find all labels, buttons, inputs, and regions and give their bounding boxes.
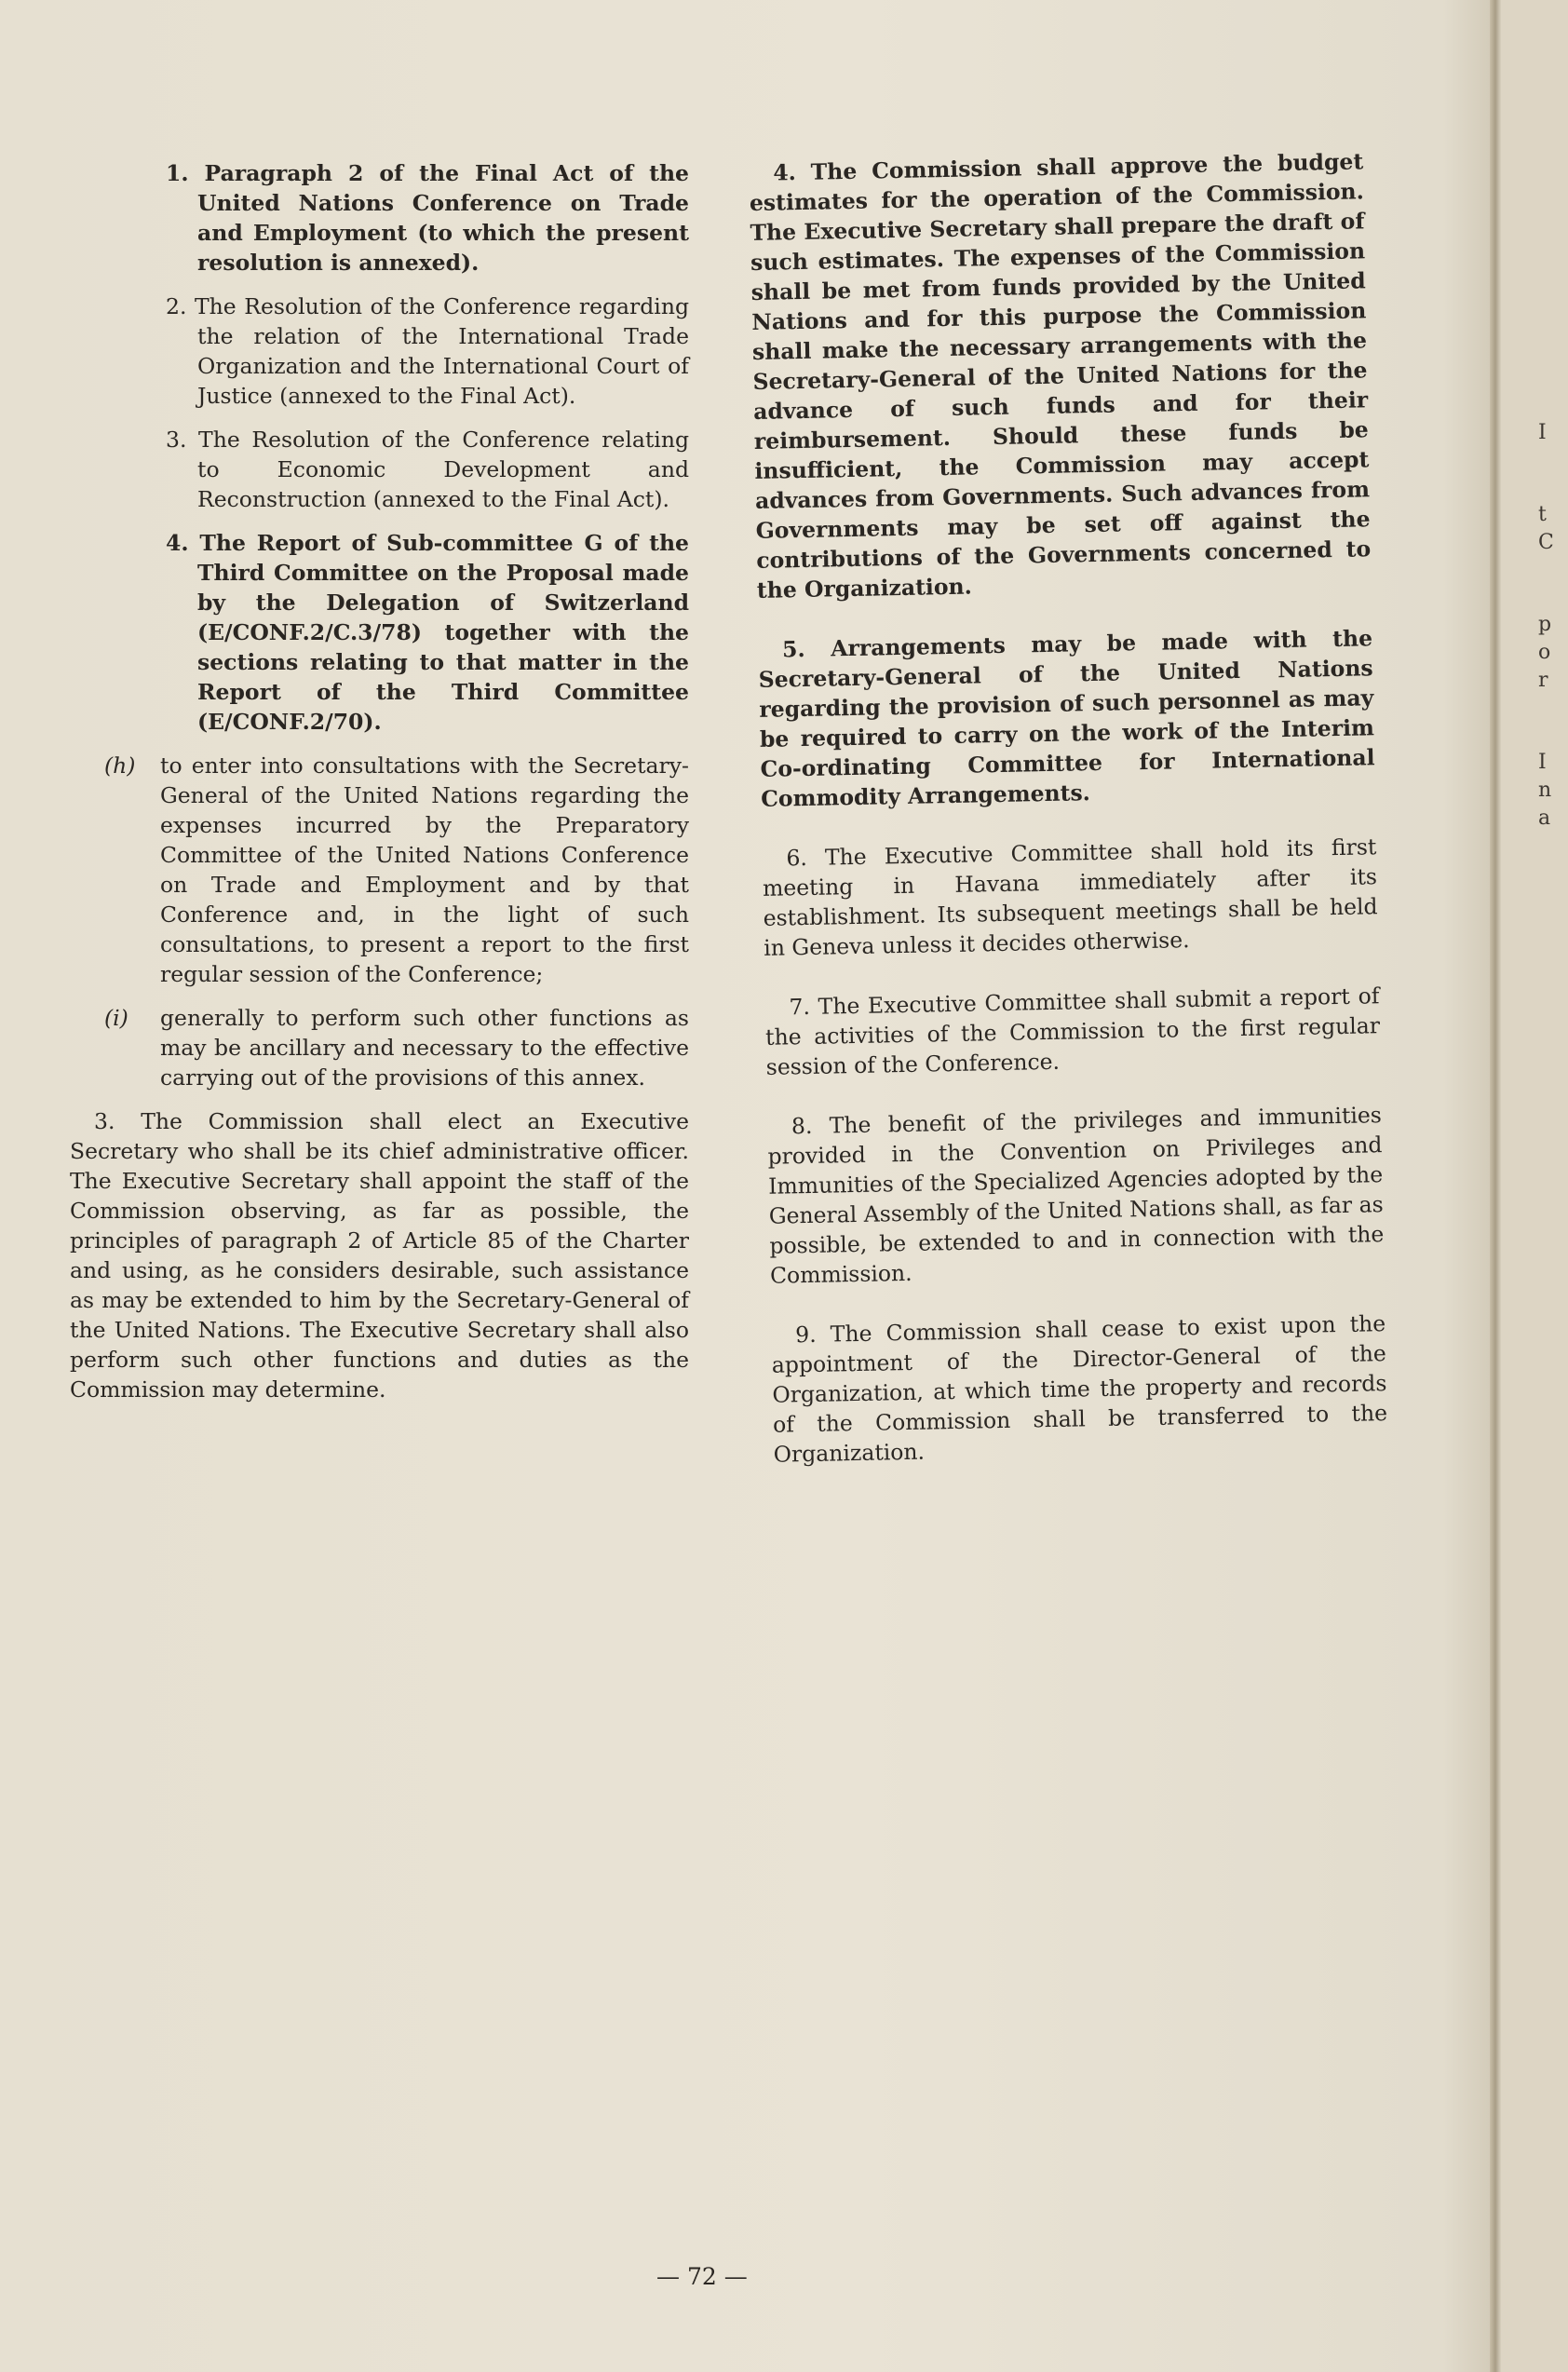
edge-letter: C [1538, 531, 1554, 554]
book-gutter [1490, 0, 1501, 2372]
edge-letter: r [1538, 669, 1548, 692]
list-item: 2. The Resolution of the Conference regarding the relation of the International Trade Organization and the International Court of Justice (annexed to the Final Act). [166, 293, 689, 409]
page-number: — 72 — [656, 2263, 748, 2290]
edge-letter: I [1538, 751, 1547, 774]
left-column [70, 158, 689, 1404]
right-column [749, 146, 1389, 1498]
list-item: 4. The Report of Sub-committee G of the Third Committee on the Proposal made by the Delegation of Switzerland (E/CONF.2/C.3/78) together with the sections relating to that matter in the Report of the Third Committee (E/CONF.2/70). [166, 530, 689, 735]
list-item: 1. Paragraph 2 of the Final Act of the United Nations Conference on Trade and Employment (to which the present resolution is annexed). [166, 160, 689, 276]
clause-h [70, 751, 689, 989]
clause-i [70, 1003, 689, 1092]
edge-letter: t [1538, 503, 1547, 526]
edge-letter: n [1538, 779, 1552, 802]
list-item: 3. The Resolution of the Conference relating to Economic Development and Reconstruction (annexed to the Final Act). [166, 427, 689, 512]
edge-letter: I [1538, 421, 1547, 444]
paragraph-7: 7. The Executive Committee shall submit a report of the activities of the Commission to the first regular session of the Conference. [764, 983, 1381, 1080]
clause-label: (h) [104, 752, 136, 779]
edge-letter: o [1538, 641, 1551, 664]
paragraph-3: 3. The Commission shall elect an Executive Secretary who shall be its chief administrative officer. The Executive Secretary shall appoint the staff of the Commission observing, as far as possible, the principles of paragraph 2 of Article 85 of the Charter and using, as he considers desirable, such assistance as may be extended to him by the Secretary-General of the United Nations. The Executive Secretary shall also perform such other functions and duties as the Commission may determine. [70, 1108, 689, 1403]
edge-letter: p [1538, 613, 1552, 636]
clause-label: (i) [104, 1005, 128, 1031]
edge-letter: a [1538, 806, 1551, 830]
paragraph-4: 4. The Commission shall approve the budget estimates for the operation of the Commission. The Executive Secretary shall prepare the draft of such estimates. The expenses of the Commission shall be met from funds provided by the United Nations and for this purpose the Commission shall make the necessary arrangements with the Secretary-General of the United Nations for the advance of such funds and for their reimbursement. Should these funds be insufficient, the Commission may accept advances from Governments. Such advances from Governments may be set off against the contributions of the Governments concerned to the Organization. [749, 148, 1372, 603]
paragraph-9: 9. The Commission shall cease to exist upon the appointment of the Director-General of the Organization, at which time the property and records of the Commission shall be transferred to the Organization. [771, 1310, 1388, 1468]
paragraph-8: 8. The benefit of the privileges and immunities provided in the Convention on Privileges and Immunities of the Specialized Agencies adopted by the General Assembly of the United Nations shall, as far as possible, be extended to and in connection with the Commission. [767, 1102, 1385, 1289]
clause-text: to enter into consultations with the Secretary-General of the United Nations regarding the expenses incurred by the Preparatory Committee of the United Nations Conference on Trade and Employment and by that Conference and, in the light of such consultations, to present a report to the first regular session of the Conference; [160, 752, 689, 987]
facing-page-edge [1501, 0, 1568, 2372]
paragraph-6: 6. The Executive Committee shall hold its first meeting in Havana immediately after its establishment. Its subsequent meetings shall be held in Geneva unless it decides otherwise. [762, 834, 1378, 961]
paragraph-5: 5. Arrangements may be made with the Secretary-General of the United Nations regarding the provision of such personnel as may be required to carry on the work of the Interim Co-ordinating Committee for International Commodity Arrangements. [758, 625, 1375, 812]
clause-text: generally to perform such other functions as may be ancillary and necessary to the effective carrying out of the provisions of this annex. [160, 1005, 689, 1091]
